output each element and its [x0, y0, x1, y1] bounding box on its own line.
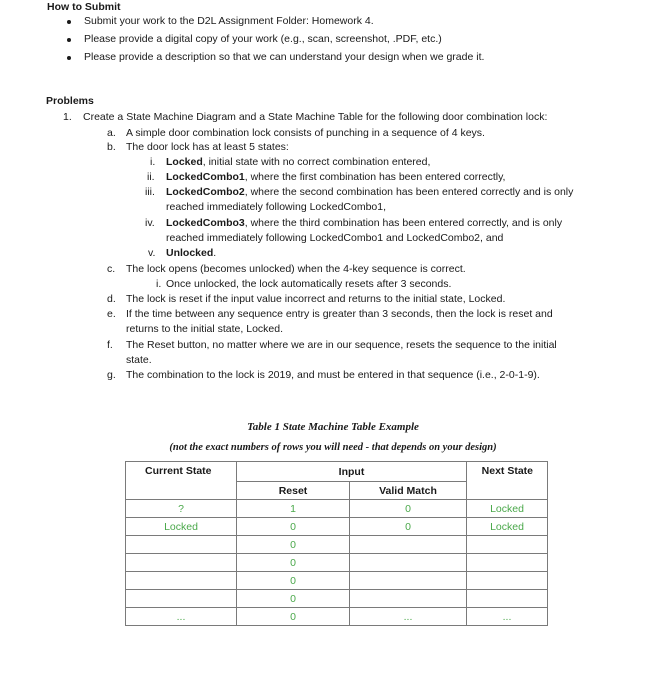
- submit-heading: How to Submit: [47, 1, 121, 13]
- cell-current-state: [126, 536, 237, 554]
- item-label: e.: [107, 308, 116, 320]
- cell-current-state: [126, 554, 237, 572]
- header-next-state: Next State: [467, 462, 548, 500]
- cell-valid-match: ...: [350, 608, 467, 626]
- state-desc: .: [213, 247, 217, 259]
- state-desc: , where the third combination has been entered correctly, and is only: [244, 217, 563, 229]
- submit-bullet: Please provide a digital copy of your work (e.g., scan, screenshot, .PDF, etc.): [84, 33, 442, 45]
- cell-current-state: [126, 590, 237, 608]
- table-caption: Table 1 State Machine Table Example: [247, 421, 419, 433]
- state-name: Locked: [166, 156, 203, 168]
- item-label: f.: [107, 339, 113, 351]
- problem-number: 1.: [63, 111, 72, 123]
- table-row: [126, 554, 548, 572]
- problem-text: Create a State Machine Diagram and a State Machine Table for the following door combination lock:: [83, 111, 548, 123]
- state-machine-table: [125, 461, 548, 626]
- cell-valid-match: 0: [350, 518, 467, 536]
- problems-heading: Problems: [46, 95, 94, 107]
- cell-current-state: ...: [126, 608, 237, 626]
- state-line: [166, 247, 216, 259]
- item-label: c.: [107, 263, 116, 275]
- cell-reset: 1: [237, 500, 350, 518]
- cell-next-state: ...: [467, 608, 548, 626]
- state-desc-cont: reached immediately following LockedCombo1 and LockedCombo2, and: [166, 232, 504, 244]
- cell-valid-match: 0: [350, 500, 467, 518]
- state-name: Unlocked: [166, 247, 214, 259]
- cell-next-state: [467, 536, 548, 554]
- table-row: [126, 608, 548, 626]
- cell-next-state: [467, 554, 548, 572]
- item-text-cont: state.: [126, 354, 152, 366]
- table-row: [126, 590, 548, 608]
- cell-reset: 0: [237, 536, 350, 554]
- state-number: v.: [148, 247, 156, 259]
- header-current-state: Current State: [126, 462, 237, 500]
- cell-current-state: [126, 572, 237, 590]
- item-text: If the time between any sequence entry is greater than 3 seconds, then the lock is reset and: [126, 308, 553, 320]
- item-text-cont: returns to the initial state, Locked.: [126, 323, 284, 335]
- cell-next-state: Locked: [467, 500, 548, 518]
- item-label: d.: [107, 293, 116, 305]
- cell-current-state: ?: [126, 500, 237, 518]
- state-number: iii.: [145, 186, 155, 198]
- cell-valid-match: [350, 536, 467, 554]
- table-row: [126, 536, 548, 554]
- state-number: ii.: [147, 171, 155, 183]
- item-label: b.: [107, 141, 116, 153]
- state-line: [166, 171, 505, 183]
- bullet-dot: [67, 38, 71, 42]
- subitem-text: Once unlocked, the lock automatically resets after 3 seconds.: [166, 278, 452, 290]
- subitem-number: i.: [156, 278, 162, 290]
- state-number: i.: [150, 156, 156, 168]
- state-name: LockedCombo3: [166, 217, 245, 229]
- cell-reset: 0: [237, 554, 350, 572]
- state-line: [166, 186, 573, 198]
- header-reset: Reset: [237, 482, 350, 500]
- state-number: iv.: [145, 217, 155, 229]
- item-text: The combination to the lock is 2019, and must be entered in that sequence (i.e., 2-0-1-9).: [126, 369, 540, 381]
- header-input: Input: [237, 462, 467, 482]
- table-row: [126, 572, 548, 590]
- state-name: LockedCombo1: [166, 171, 245, 183]
- cell-reset: 0: [237, 608, 350, 626]
- state-name: LockedCombo2: [166, 186, 245, 198]
- cell-valid-match: [350, 572, 467, 590]
- cell-reset: 0: [237, 590, 350, 608]
- cell-next-state: [467, 590, 548, 608]
- header-valid-match: Valid Match: [350, 482, 467, 500]
- state-desc-cont: reached immediately following LockedCombo1,: [166, 201, 387, 213]
- item-text: The lock opens (becomes unlocked) when the 4-key sequence is correct.: [126, 263, 466, 275]
- item-label: g.: [107, 369, 116, 381]
- state-desc: , where the second combination has been entered correctly and is only: [244, 186, 574, 198]
- state-line: [166, 217, 562, 229]
- item-text: The door lock has at least 5 states:: [126, 141, 289, 153]
- table-header-row: [126, 462, 548, 482]
- cell-next-state: Locked: [467, 518, 548, 536]
- item-label: a.: [107, 127, 116, 139]
- cell-current-state: Locked: [126, 518, 237, 536]
- submit-bullet: Submit your work to the D2L Assignment Folder: Homework 4.: [84, 15, 374, 27]
- submit-bullet: Please provide a description so that we can understand your design when we grade it.: [84, 51, 485, 63]
- bullet-dot: [67, 56, 71, 60]
- cell-valid-match: [350, 590, 467, 608]
- state-line: [166, 156, 430, 168]
- cell-reset: 0: [237, 518, 350, 536]
- cell-valid-match: [350, 554, 467, 572]
- item-text: The Reset button, no matter where we are in our sequence, resets the sequence to the initial: [126, 339, 557, 351]
- table-subcaption: (not the exact numbers of rows you will need - that depends on your design): [169, 442, 497, 453]
- item-text: The lock is reset if the input value incorrect and returns to the initial state, Locked.: [126, 293, 506, 305]
- state-desc: , initial state with no correct combination entered,: [202, 156, 431, 168]
- table-row: [126, 500, 548, 518]
- bullet-dot: [67, 20, 71, 24]
- table-row: [126, 518, 548, 536]
- cell-reset: 0: [237, 572, 350, 590]
- item-text: A simple door combination lock consists of punching in a sequence of 4 keys.: [126, 127, 485, 139]
- state-desc: , where the first combination has been entered correctly,: [244, 171, 506, 183]
- cell-next-state: [467, 572, 548, 590]
